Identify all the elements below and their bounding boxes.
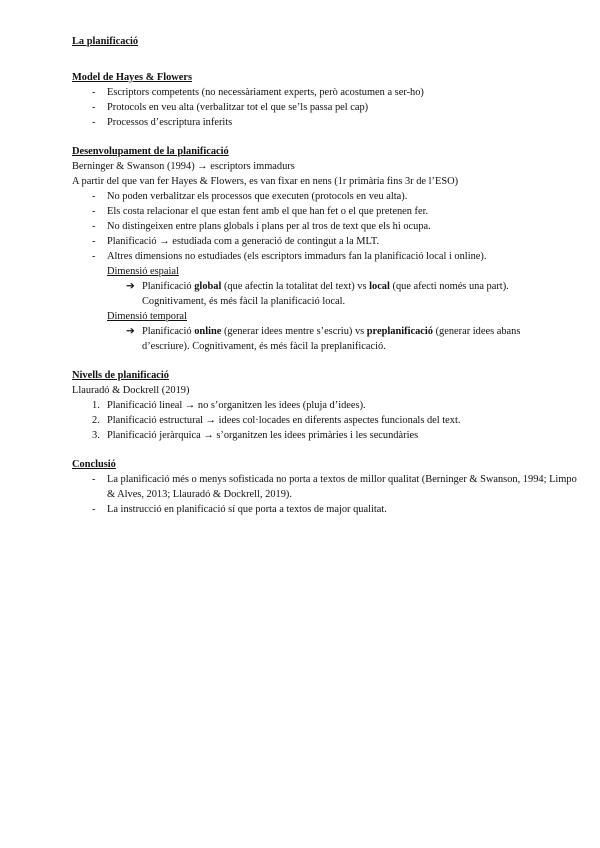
list-item: - Protocols en veu alta (verbalitzar tot el que se’ls passa pel cap) (92, 100, 580, 115)
bold-term-online: online (194, 326, 222, 337)
bold-term-global: global (194, 281, 222, 292)
subheading-dimensio-espaial: Dimensió espaial (107, 266, 179, 277)
reference-line: Llauradó & Dockrell (2019) (72, 385, 190, 396)
list-item: - Planificació → estudiada com a generació de contingut a la MLT. (92, 234, 580, 249)
list-number: 1. (92, 400, 100, 411)
section-nivells (72, 368, 580, 443)
section-hayes-flowers (72, 70, 580, 130)
arrow-item-espaial (107, 279, 580, 309)
section-desenvolupament (72, 144, 580, 354)
text-span: Planificació (142, 281, 195, 292)
section-heading-desenvolupament: Desenvolupament de la planificació (72, 146, 229, 157)
hayes-list (72, 85, 580, 130)
list-item (92, 398, 580, 413)
list-item: - Processos d’escriptura inferits (92, 115, 580, 130)
list-item-text: Planificació jeràrquica → s’organitzen les idees primàries i les secundàries (107, 430, 419, 441)
text-span: Planificació (142, 326, 195, 337)
section-heading-nivells: Nivells de planificació (72, 370, 169, 381)
list-item (92, 428, 580, 443)
desenvolupament-list (72, 189, 580, 264)
reference-line: Berninger & Swanson (1994) → escriptors immadurs (72, 161, 295, 172)
list-item: - Altres dimensions no estudiades (els escriptors immadurs fan la planificació local i online). (92, 249, 580, 264)
section-heading-hayes: Model de Hayes & Flowers (72, 72, 193, 83)
arrow-bullet-icon: ➔ (126, 281, 135, 292)
list-item: - No poden verbalitzar els processos que executen (protocols en veu alta). (92, 189, 580, 204)
conclusio-list (72, 472, 580, 517)
document-title: La planificació (72, 36, 139, 47)
text-span: (generar idees mentre s’escriu) vs (221, 326, 367, 337)
list-item (92, 413, 580, 428)
text-span: (generar idees abans d’escriure). Cognitivament, és més fàcil la preplanificació. (142, 326, 521, 352)
bold-term-local: local (369, 281, 390, 292)
list-item: - Els costa relacionar el que estan fent amb el que han fet o el que pretenen fer. (92, 204, 580, 219)
list-item: - No distingeixen entre plans globals i plans per al tros de text que els hi ocupa. (92, 219, 580, 234)
list-number: 2. (92, 415, 100, 426)
list-item: - La planificació més o menys sofisticada no porta a textos de millor qualitat (Berninger & Swanson, 1994; Limpo & Alves, 2013; Llauradó & Dockrell, 2019). (92, 472, 580, 502)
list-item-text: Planificació estructural → idees col·locades en diferents aspectes funcionals del text. (107, 415, 461, 426)
subheading-dimensio-temporal: Dimensió temporal (107, 311, 187, 322)
list-item: - La instrucció en planificació sí que porta a textos de major qualitat. (92, 502, 580, 517)
arrow-bullet-icon: ➔ (126, 326, 135, 337)
section-heading-conclusio: Conclusió (72, 459, 116, 470)
arrow-item-temporal (107, 324, 580, 354)
intro-line: A partir del que van fer Hayes & Flowers, es van fixar en nens (1r primària fins 3r de l’ESO) (72, 176, 459, 187)
list-item: - Escriptors competents (no necessàriament experts, però acostumen a ser-ho) (92, 85, 580, 100)
bold-term-preplanificacio: preplanificació (366, 326, 433, 337)
list-number: 3. (92, 430, 100, 441)
list-item-text: Planificació lineal → no s’organitzen les idees (pluja d’idees). (107, 400, 366, 411)
nivells-list (72, 398, 580, 443)
section-conclusio (72, 457, 580, 517)
text-span: (que afectin la totalitat del text) vs (221, 281, 370, 292)
text-span: (que afecti només una part). Cognitivament, és més fàcil la planificació local. (142, 281, 509, 307)
